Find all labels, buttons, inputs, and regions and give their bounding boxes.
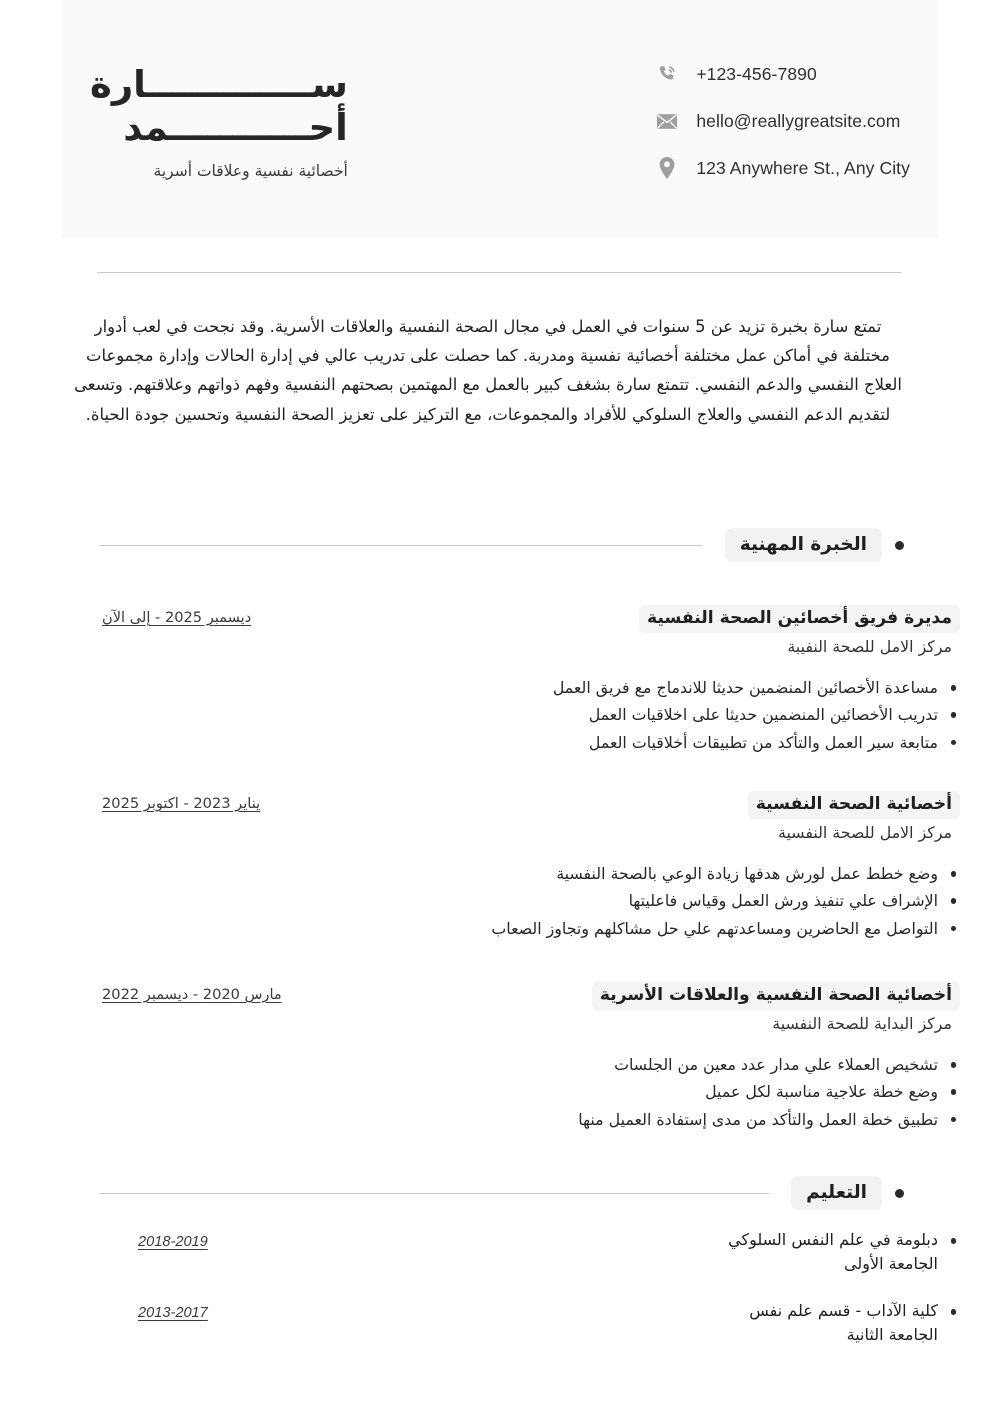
experience-date: يناير 2023 - اكتوبر 2025 <box>102 795 261 812</box>
education-school: الجامعة الثانية <box>846 1325 938 1344</box>
list-item: وضع خطط عمل لورش هدفها زيادة الوعي بالصحة النفسية <box>378 860 960 887</box>
section-bullet-icon <box>895 541 904 550</box>
phone-number: +123-456-7890 <box>696 63 817 84</box>
section-bullet-icon <box>895 1189 904 1198</box>
email-icon <box>654 108 680 134</box>
header-divider <box>97 272 901 273</box>
experience-job-title: مديرة فريق أخصائين الصحة النفسية <box>639 605 960 633</box>
education-date: 2018-2019 <box>138 1234 208 1250</box>
experience-entry <box>60 791 960 942</box>
professional-title: أخصائية نفسية وعلاقات أسرية <box>153 162 348 181</box>
experience-body <box>320 982 960 1133</box>
list-item: متابعة سير العمل والتأكد من تطبيقات أخلاقيات العمل <box>378 729 960 756</box>
contact-list <box>654 57 910 181</box>
list-item: تشخيص العملاء علي مدار عدد معين من الجلسات <box>378 1051 960 1078</box>
section-title-experience: الخبرة المهنية <box>725 528 882 562</box>
experience-date: مارس 2020 - ديسمبر 2022 <box>102 986 282 1003</box>
name-line-last: أحـــــــــــمد <box>123 106 348 150</box>
experience-entry <box>60 605 960 756</box>
education-entry <box>60 1228 960 1276</box>
name-block <box>90 57 348 181</box>
experience-date: ديسمبر 2025 - إلى الآن <box>102 609 252 626</box>
list-item: الإشراف علي تنفيذ ورش العمل وقياس فاعليتها <box>378 887 960 914</box>
experience-organization: مركز الامل للصحة النفيبة <box>787 637 952 657</box>
location-pin-icon <box>654 155 680 181</box>
profile-summary: تمتع سارة بخبرة تزيد عن 5 سنوات في العمل في مجال الصحة النفسية والعلاقات الأسرية. وقد نجحت في لعب أدوار مختلفة في أماكن عمل مختلفة أخصائية نفسية ومدربة. كما حصلت على تدريب عالي في إدارة الحالات وإدارة مجموعات العلاج النفسي والدعم النفسي. تتمتع سارة بشغف كبير بالعمل مع المهتمين بصحتهم النفسية وفهم ذواتهم وعلاقتهم. وتسعى لتقديم الدعم النفسي والعلاج السلوكي للأفراد والمجموعات، مع التركيز على تعزيز الصحة النفسية وتحسين جودة الحياة. <box>74 317 902 424</box>
experience-organization: مركز البداية للصحة النفسية <box>772 1014 952 1034</box>
section-rule <box>100 1193 769 1194</box>
experience-bullet-list <box>378 674 960 755</box>
experience-title-wrap <box>378 982 960 1010</box>
education-entry <box>60 1299 960 1347</box>
experience-organization: مركز الامل للصحة النفسية <box>778 823 952 843</box>
experience-job-title: أخصائية الصحة النفسية <box>748 791 960 819</box>
experience-job-title: أخصائية الصحة النفسية والعلاقات الأسرية <box>592 982 960 1010</box>
education-body <box>340 1299 960 1347</box>
experience-bullet-list <box>378 860 960 941</box>
list-item: وضع خطة علاجية مناسبة لكل عميل <box>378 1078 960 1105</box>
street-address: 123 Anywhere St., Any City <box>696 157 910 178</box>
phone-icon <box>654 61 680 87</box>
experience-body <box>320 605 960 756</box>
education-body <box>340 1228 960 1276</box>
education-school: الجامعة الأولى <box>844 1254 938 1273</box>
name-line-first: ســـــــــــــارة <box>90 62 348 106</box>
section-rule <box>100 545 703 546</box>
experience-body <box>320 791 960 942</box>
education-degree: دبلومة في علم النفس السلوكي <box>398 1228 960 1252</box>
section-header-education <box>94 1176 904 1210</box>
list-item: تدريب الأخصائين المنضمين حديثا على اخلاقيات العمل <box>378 701 960 728</box>
contact-email[interactable] <box>654 108 910 134</box>
list-item: التواصل مع الحاضرين ومساعدتهم علي حل مشاكلهم وتجاوز الصعاب <box>378 915 960 942</box>
experience-title-wrap <box>378 605 960 633</box>
section-header-experience <box>94 528 904 562</box>
education-degree: كلية الآداب - قسم علم نفس <box>398 1299 960 1323</box>
section-title-education: التعليم <box>791 1176 882 1210</box>
experience-entry <box>60 982 960 1133</box>
contact-phone[interactable] <box>654 61 910 87</box>
experience-title-wrap <box>378 791 960 819</box>
contact-address[interactable] <box>654 155 910 181</box>
email-address: hello@reallygreatsite.com <box>696 110 901 131</box>
experience-bullet-list <box>378 1051 960 1132</box>
list-item: مساعدة الأخصائين المنضمين حديثا للاندماج مع فريق العمل <box>378 674 960 701</box>
header <box>62 0 938 238</box>
list-item: تطبيق خطة العمل والتأكد من مدى إستفادة العميل منها <box>378 1106 960 1133</box>
education-date: 2013-2017 <box>138 1305 208 1321</box>
